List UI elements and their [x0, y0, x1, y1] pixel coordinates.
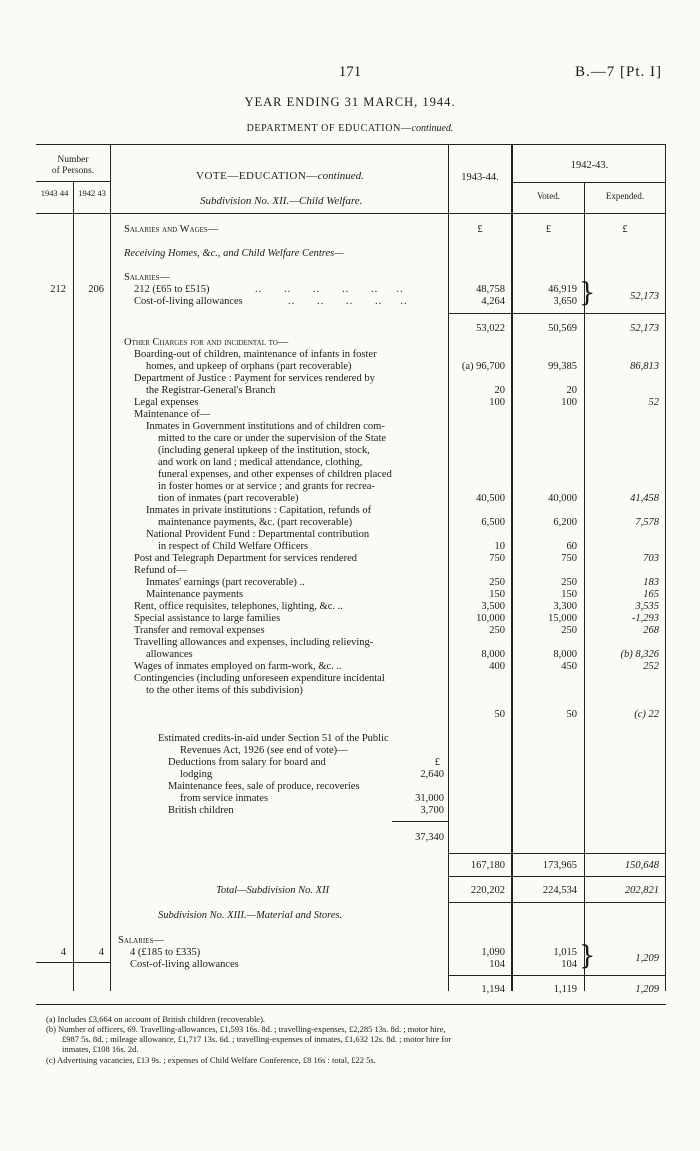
persons-header-line1: Number	[57, 155, 89, 165]
amount-voted: 750	[561, 553, 577, 564]
amount-expended: 268	[643, 625, 659, 636]
line-label: in respect of Child Welfare Officers	[158, 541, 309, 552]
line-label: Maintenance payments	[146, 589, 244, 600]
vote-title-continued: continued.	[317, 170, 364, 182]
amount-1943: 10	[494, 541, 505, 552]
amount-voted: 450	[561, 661, 577, 672]
pound-sign: £	[434, 757, 440, 768]
pound-sign: £	[622, 224, 628, 235]
amount-expended: 1,209	[635, 953, 659, 964]
subtotal-rule	[449, 853, 665, 854]
line-label: 4 (£185 to £335)	[130, 947, 201, 958]
line-label: Travelling allowances and expenses, including relieving-	[134, 637, 374, 648]
voted-header: Voted.	[536, 191, 561, 201]
line-label: Department of Justice : Payment for services rendered by	[134, 373, 375, 384]
line-label: (including general upkeep of the institution, stock,	[158, 445, 370, 456]
amount-1943: 8,000	[481, 649, 505, 660]
line-label: Post and Telegraph Department for services rendered	[134, 553, 357, 564]
amount-expended: (b) 8,326	[620, 649, 659, 660]
total-rule	[449, 876, 665, 877]
line-label: homes, and upkeep of orphans (part recoverable)	[146, 361, 352, 372]
other-charges-heading: Other Charges for and incidental to—	[124, 337, 289, 348]
receiving-homes-heading: Receiving Homes, &c., and Child Welfare Centres—	[124, 248, 344, 259]
amount-1943: 48,758	[476, 284, 505, 295]
amount-voted: 99,385	[548, 361, 577, 372]
amount-1943: 104	[489, 959, 505, 970]
persons-header-line2: of Persons.	[51, 166, 95, 176]
line-label: Estimated credits-in-aid under Section 51 of the Public	[158, 733, 389, 744]
subtotal-expended: 1,209	[635, 984, 659, 995]
year-1942-header: 1942-43.	[570, 160, 609, 171]
persons-1942-header: 1942 43	[78, 188, 106, 198]
amount-1943: 250	[489, 577, 505, 588]
brace-icon: }	[579, 941, 596, 971]
subdivision-13-title: Subdivision No. XIII.—Material and Stores.	[158, 910, 343, 921]
subdivision-title: Subdivision No. XII.—Child Welfare.	[200, 195, 363, 207]
credits-rule	[392, 821, 448, 822]
amount-1943: 10,000	[476, 613, 505, 624]
line-label: Deductions from salary for board and	[168, 757, 326, 768]
line-label: funeral expenses, and other expenses of children placed	[158, 469, 392, 480]
brace-icon: }	[579, 278, 596, 308]
line-label: Inmates in private institutions : Capitation, refunds of	[146, 505, 372, 516]
amount-expended: (c) 22	[634, 709, 659, 720]
line-label: Contingencies (including unforeseen expenditure incidental	[134, 673, 385, 684]
leader-dots: .. .. .. .. ..	[288, 296, 408, 307]
document-code: B.—7 [Pt. I]	[575, 64, 662, 80]
bottom-rule	[36, 1004, 666, 1005]
amount-voted: 20	[566, 385, 577, 396]
credit-amount: 2,640	[420, 769, 444, 780]
expended-header: Expended.	[605, 191, 645, 201]
vote-title	[196, 170, 364, 182]
line-label: in foster homes or at service ; and grants for recrea-	[158, 481, 375, 492]
line-label: Maintenance of—	[134, 409, 211, 420]
amount-1943: 40,500	[476, 493, 505, 504]
footnote-b-cont: £987 5s. 8d. ; mileage allowance, £1,717 13s. 6d. ; travelling-expenses of inmates, £1,632 12s. 8d. ; motor hire for	[62, 1034, 452, 1044]
amount-voted: 46,919	[548, 284, 577, 295]
amount-1943: 3,500	[481, 601, 505, 612]
line-label: Wages of inmates employed on farm-work, &c. ..	[134, 661, 342, 672]
line-label: Cost-of-living allowances	[130, 959, 239, 970]
department-name: DEPARTMENT OF EDUCATION—	[246, 123, 412, 134]
line-label: Legal expenses	[134, 397, 199, 408]
subtotal-1943: 167,180	[470, 860, 505, 871]
amount-expended: 3,535	[635, 601, 659, 612]
header-bottom-rule	[36, 213, 666, 214]
divider-right	[665, 144, 666, 991]
vote-title-text: VOTE—EDUCATION—	[196, 170, 318, 182]
year-1943-header: 1943-44.	[461, 172, 499, 183]
subtotal-voted: 173,965	[542, 860, 577, 871]
line-label: Maintenance fees, sale of produce, recoveries	[168, 781, 360, 792]
amount-1943: 50	[494, 709, 505, 720]
persons-1943: 212	[50, 284, 66, 295]
amount-expended: 52	[648, 397, 659, 408]
line-label: allowances	[146, 649, 193, 660]
line-label: Transfer and removal expenses	[134, 625, 265, 636]
subtotal-voted: 50,569	[548, 323, 577, 334]
credits-total: 37,340	[415, 832, 444, 843]
amount-voted: 60	[566, 541, 577, 552]
line-label: Rent, office requisites, telephones, lighting, &c. ..	[134, 601, 343, 612]
line-label: Boarding-out of children, maintenance of infants in foster	[134, 349, 377, 360]
amount-voted: 104	[561, 959, 577, 970]
line-label: maintenance payments, &c. (part recoverable)	[158, 517, 353, 528]
line-label: Special assistance to large families	[134, 613, 281, 624]
line-label: National Provident Fund : Departmental contribution	[146, 529, 370, 540]
persons-header	[36, 155, 110, 177]
amount-1943: 150	[489, 589, 505, 600]
amount-1943: (a) 96,700	[461, 361, 505, 372]
amount-voted: 250	[561, 625, 577, 636]
amount-expended: 703	[643, 553, 659, 564]
line-label: 212 (£65 to £515)	[134, 284, 210, 295]
department-heading	[0, 123, 700, 134]
subtotal-1943: 1,194	[481, 984, 505, 995]
amount-1943: 400	[489, 661, 505, 672]
footnote-b: (b) Number of officers, 69. Travelling-allowances, £1,593 16s. 8d. ; travelling-expenses, £2,285 13s. 8d. ; motor hire,	[46, 1024, 446, 1034]
persons-1942: 206	[88, 284, 104, 295]
amount-voted: 1,015	[553, 947, 577, 958]
footnote-b-cont: inmates, £108 16s. 2d.	[62, 1044, 139, 1054]
line-label: mitted to the care or under the supervision of the State	[158, 433, 387, 444]
divider-persons-mid	[73, 181, 74, 991]
amount-voted: 6,200	[553, 517, 577, 528]
line-label: British children	[168, 805, 234, 816]
amount-expended: 183	[643, 577, 659, 588]
total-voted: 224,534	[542, 885, 577, 896]
line-label: the Registrar-General's Branch	[146, 385, 276, 396]
subtotal-expended: 52,173	[630, 323, 659, 334]
persons-1942: 4	[98, 947, 104, 958]
line-label: to the other items of this subdivision)	[146, 685, 303, 696]
amount-1943: 250	[489, 625, 505, 636]
line-label: Inmates in Government institutions and of children com-	[146, 421, 385, 432]
amount-voted: 3,650	[553, 296, 577, 307]
year-heading: YEAR ENDING 31 MARCH, 1944.	[244, 95, 456, 109]
line-label: Revenues Act, 1926 (see end of vote)—	[180, 745, 348, 756]
amount-voted: 15,000	[548, 613, 577, 624]
subtotal-voted: 1,119	[553, 984, 577, 995]
amount-expended: 252	[643, 661, 659, 672]
line-label: and work on land ; medical attendance, clothing,	[158, 457, 363, 468]
amount-1943: 750	[489, 553, 505, 564]
amount-voted: 250	[561, 577, 577, 588]
salaries-heading: Salaries—	[124, 272, 170, 283]
col-header-rule-amounts	[513, 182, 666, 183]
amount-expended: 7,578	[635, 517, 659, 528]
line-label: Refund of—	[134, 565, 187, 576]
amount-voted: 40,000	[548, 493, 577, 504]
line-label: lodging	[180, 769, 213, 780]
amount-1943: 6,500	[481, 517, 505, 528]
amount-voted: 150	[561, 589, 577, 600]
amount-expended: 41,458	[630, 493, 659, 504]
amount-voted: 3,300	[553, 601, 577, 612]
line-label: Cost-of-living allowances	[134, 296, 243, 307]
amount-voted: 8,000	[553, 649, 577, 660]
department-continued: continued.	[411, 123, 454, 134]
page-number: 171	[338, 64, 362, 80]
footnote-c: (c) Advertising vacancies, £13 9s. ; expenses of Child Welfare Conference, £8 16s : total, £22 5s.	[46, 1055, 376, 1065]
amount-1943: 1,090	[481, 947, 505, 958]
subtotal-expended: 150,648	[624, 860, 659, 871]
subtotal-1943: 53,022	[476, 323, 505, 334]
subtotal-rule	[449, 975, 665, 976]
amount-1943: 4,264	[481, 296, 505, 307]
total-1943: 220,202	[470, 885, 505, 896]
total-expended: 202,821	[624, 885, 659, 896]
amount-expended: 52,173	[630, 291, 659, 302]
amount-1943: 20	[494, 385, 505, 396]
line-label: from service inmates	[180, 793, 269, 804]
amount-expended: -1,293	[631, 613, 659, 624]
amount-expended: 86,813	[630, 361, 659, 372]
leader-dots: .. .. .. .. .. ..	[255, 284, 404, 295]
persons-1943: 4	[60, 947, 66, 958]
amount-expended: 165	[643, 589, 659, 600]
footnote-a: (a) Includes £3,664 on account of British children (recoverable).	[46, 1014, 266, 1024]
salaries-heading: Salaries—	[118, 935, 164, 946]
amount-voted: 100	[561, 397, 577, 408]
line-label: tion of inmates (part recoverable)	[158, 493, 299, 504]
credit-amount: 31,000	[415, 793, 444, 804]
amount-voted: 50	[566, 709, 577, 720]
total-label: Total—Subdivision No. XII	[216, 885, 330, 896]
persons-1943-header: 1943 44	[40, 188, 69, 198]
line-label: Inmates' earnings (part recoverable) ..	[146, 577, 305, 588]
salaries-wages-heading: Salaries and Wages—	[124, 224, 219, 235]
persons-rule	[36, 962, 110, 963]
pound-sign: £	[477, 224, 483, 235]
total-bottom-rule	[449, 902, 665, 903]
top-rule	[36, 144, 666, 145]
subtotal-rule	[449, 313, 665, 314]
divider-persons	[110, 144, 111, 991]
credit-amount: 3,700	[420, 805, 444, 816]
pound-sign: £	[545, 224, 552, 235]
amount-1943: 100	[489, 397, 505, 408]
